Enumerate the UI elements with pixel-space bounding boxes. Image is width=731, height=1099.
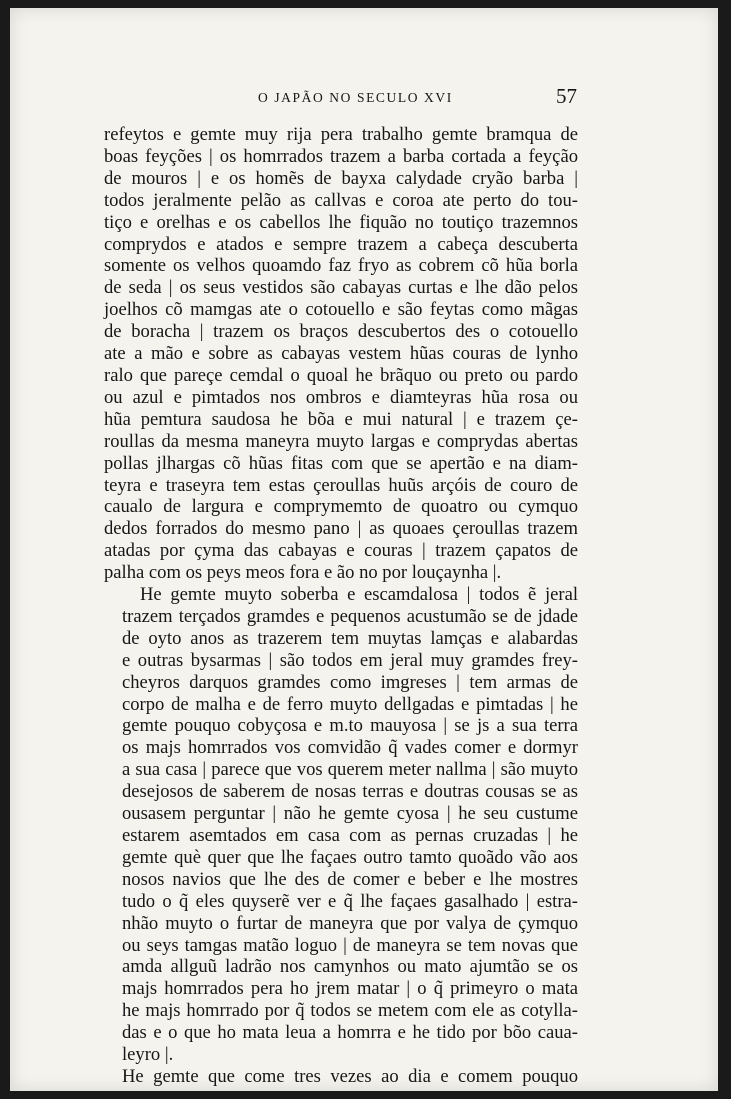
text-line: gemte què quer que lhe façaes outro tamto quoãdo vão aos [122,846,578,868]
text-line: das e o que ho mata leua a homrra e he tido por bõo caua- [122,1022,578,1044]
text-line: leyro |. [122,1044,174,1066]
text-line: cheyros darquos gramdes como imgreses | tem armas de [122,671,578,693]
text-line: teyra e traseyra tem estas çeroullas huũs arçóis de couro de [104,474,578,496]
text-line: todos jeralmente pelão as callvas e coroa ate perto do tou- [104,189,578,211]
paragraph-2 [104,584,578,1066]
text-line: hũa pemtura saudosa he bõa e mui natural | e trazem çe- [104,408,578,430]
running-title: O JAPÃO NO SECULO XVI [258,90,453,105]
text-line: comprydos e atados e sempre trazem a cabeça descuberta [104,233,578,255]
text-line: ralo que pareçe cemdal o quoal he brãquo ou preto ou pardo [104,364,578,386]
text-line: nhão muyto o furtar de maneyra que por valya de çymquo [122,912,578,934]
text-line: e outras bysarmas | são todos em jeral muy gramdes frey- [122,649,578,671]
text-line: de boracha | trazem os braços descubertos des o cotouello [104,321,578,343]
text-line: caualo de largura e comprymemto de quoatro ou cymquo [104,496,578,518]
text-line: majs homrrados pera ho jrem matar | o q̃ primeyro o mata [122,978,578,1000]
text-line: estarem asemtados em casa com as pernas cruzadas | he [122,825,578,846]
text-line: de oyto anos as trazerem tem muytas lamças e alabardas [122,627,578,649]
text-line: nosos navios que lhe des de comer e beber e lhe mostres [122,868,578,890]
text-line: de seda | os seus vestidos são cabayas curtas e lhe dão pelos [104,277,578,299]
text-line: ou azul e pimtados nos ombros e diamteyras hũa rosa ou [104,386,578,408]
text-line: ate a mão e sobre as cabayas vestem hũas couras de lynho [104,343,578,365]
text-line: os majs homrrados vos comvidão q̃ vades comer e dormyr [122,737,578,759]
text-line: dedos forrados do mesmo pano | as quoaes çeroullas trazem [104,518,578,540]
text-line: joelhos cõ mamgas ate o cotouello e são feytas como mãgas [104,299,578,321]
text-line: amda allguũ ladrão nos camynhos ou mato ajumtão se os [122,956,578,978]
text-line: a sua casa | parece que vos querem meter nallma | são muyto [122,759,578,781]
text-line: tiço e orelhas e os cabellos lhe fiquão no toutiço trazemnos [104,211,578,233]
text-line: palha com os peys meos fora e ão no por louçaynha |. [104,562,502,584]
text-line: roullas da mesma maneyra muyto largas e comprydas abertas [104,430,578,452]
text-line: desejosos de saberem de nosas terras e doutras cousas se as [122,781,578,803]
text-line: corpo de malha e de ferro muyto dellgadas e pimtadas | he [122,693,578,715]
text-line: tudo o q̃ eles quyserẽ ver e q̃ lhe façaes gasalhado | estra- [122,890,578,912]
text-line: He gemte muyto soberba e escamdalosa | todos ẽ jeral [140,584,578,606]
text-line: gemte pouquo cobyçosa e m.to mauyosa | se js a sua terra [122,715,578,737]
text-line: refeytos e gemte muy rija pera trabalho gemte bramqua de [104,124,578,145]
text-line: boas feyções | os homrrados trazem a barba cortada a feyção [104,145,578,167]
text-line: He gemte que come tres vezes ao dia e comem pouquo [122,1065,578,1087]
body-text [104,124,578,1088]
text-line: trazem terçados gramdes e pequenos acustumão se de jdade [122,605,578,627]
text-line: atadas por çyma das cabayas e couras | trazem çapatos de [104,540,578,562]
paragraph-3 [104,1066,578,1088]
page-number: 57 [556,84,577,108]
text-line: ou seys tamgas matão loguo | de maneyra se tem novas que [122,934,578,956]
paragraph-1 [104,124,578,584]
text-line: ousasem perguntar | não he gemte cyosa | he seu custume [122,803,578,825]
text-line: de mouros | e os homẽs de bayxa calydade cryão barba | [104,167,578,189]
text-line: pollas jlhargas cõ hũas fitas com que se apertão e na diam- [104,452,578,474]
text-line: he majs homrrado por q̃ todos se metem com ele as cotylla- [122,1000,578,1022]
text-line: somente os velhos quoamdo faz fryo as cobrem cõ hũa borla [104,255,578,277]
